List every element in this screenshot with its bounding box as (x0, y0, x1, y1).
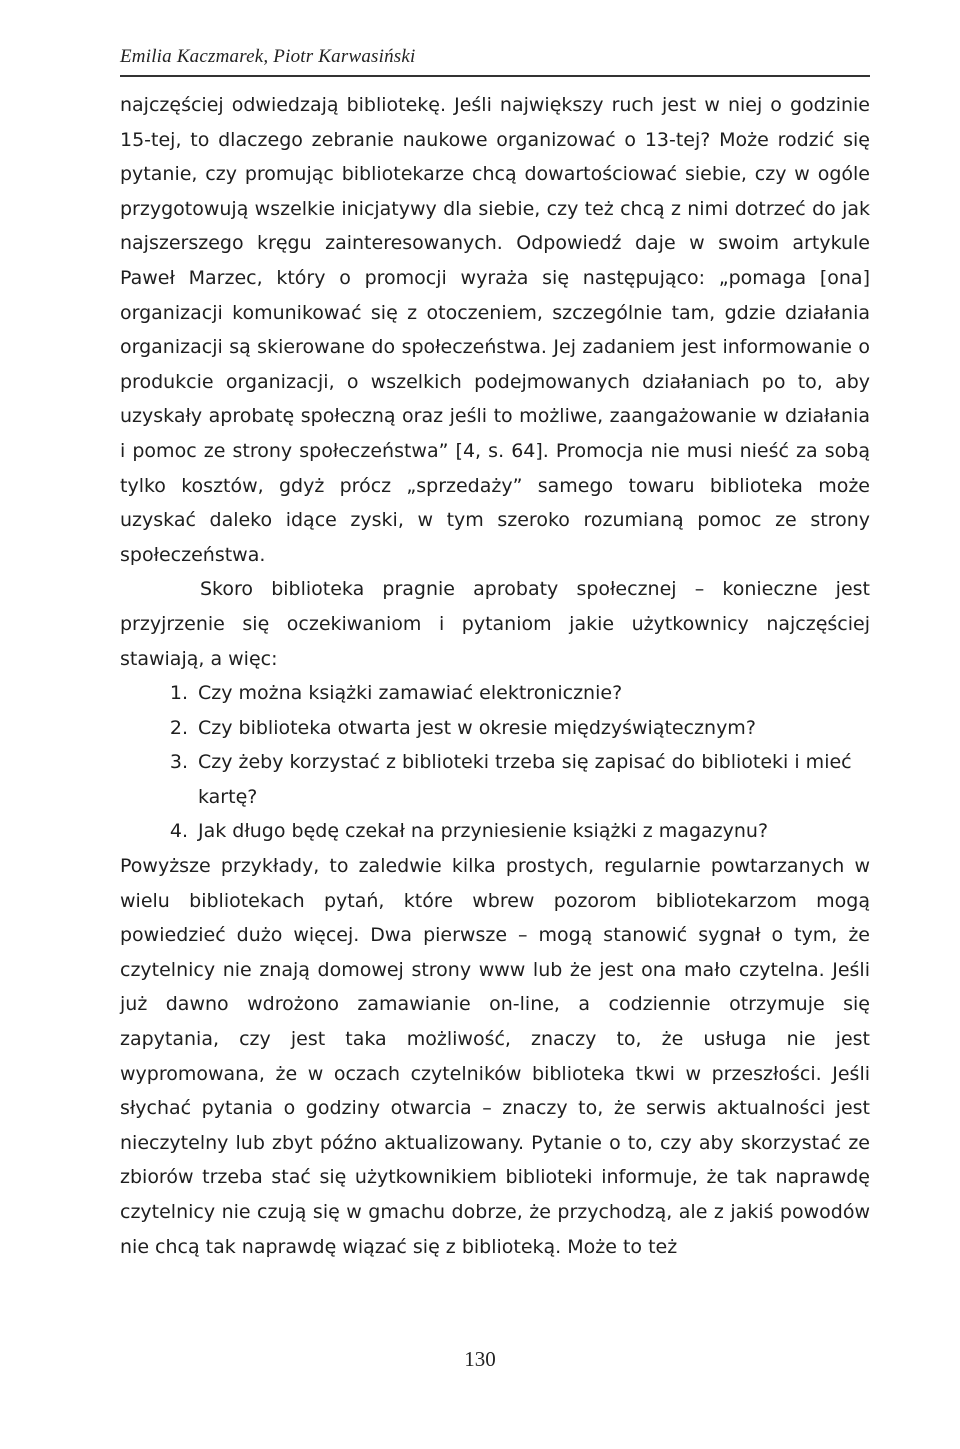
list-item-number: 1. (169, 682, 188, 705)
paragraph: Skoro biblioteka pragnie aprobaty społecznej – konieczne jest przyjrzenie się oczekiwaniom i pytaniom jakie użytkownicy najczęściej stawiają, a więc: (120, 578, 870, 670)
paragraph: Powyższe przykłady, to zaledwie kilka prostych, regularnie powtarzanych w wielu bibliotekach pytań, które wbrew pozorom bibliotekarzom mogą powiedzieć dużo więcej. Dwa pierwsze – mogą stanowić sygnał o tym, że czytelnicy nie znają domowej strony www lub że jest ona mało czytelna. Jeśli już dawno wdrożono zamawianie on-line, a codziennie otrzymuje się zapytania, czy jest taka możliwość, znaczy to, że usługa nie jest wypromowana, że w oczach czytelników biblioteka tkwi w przeszłości. Jeśli słychać pytania o godziny otwarcia – znaczy to, że serwis aktualności jest nieczytelny lub zbyt późno aktualizowany. Pytanie o to, czy aby skorzystać ze zbiorów trzeba stać się użytkownikiem biblioteki informuje, że tak naprawdę czytelnicy nie czują się w gmachu dobrze, że przychodzą, ale z jakiś powodów nie chcą tak naprawdę wiązać się z biblioteką. Może to też (120, 855, 870, 1258)
list-item (120, 711, 870, 746)
list-item (120, 676, 870, 711)
paragraph: najczęściej odwiedzają bibliotekę. Jeśli największy ruch jest w niej o godzinie 15-tej, to dlaczego zebranie naukowe organizować o 13-tej? Może rodzić się pytanie, czy promując bibliotekarze chcą dowartościować siebie, czy w ogóle przygotowują wszelkie inicjatywy dla siebie, czy też chcą z nimi dotrzeć do jak najszerszego kręgu zainteresowanych. Odpowiedź daje w swoim artykule Paweł Marzec, który o promocji wyraża się następująco: „pomaga [ona] organizacji komunikować się z otoczeniem, szczególnie tam, gdzie działania organizacji są skierowane do społeczeństwa. Jej zadaniem jest informowanie o produkcie organizacji, o wszelkich podejmowanych działaniach po to, aby uzyskały aprobatę społeczną oraz jeśli to możliwe, zaangażowanie w działania i pomoc ze strony społeczeństwa” [4, s. 64]. Promocja nie musi nieść za sobą tylko kosztów, gdyż prócz „sprzedaży” samego towaru biblioteka może uzyskać daleko idące zyski, w tym szeroko rozumianą pomoc ze strony społeczeństwa. (120, 94, 870, 566)
page-number: 130 (464, 1347, 496, 1371)
list-item (120, 745, 870, 814)
list-item-text: Czy biblioteka otwarta jest w okresie międzyświątecznym? (198, 716, 756, 739)
list-item-text: Jak długo będę czekał na przyniesienie książki z magazynu? (198, 820, 769, 843)
question-list (120, 676, 870, 849)
body-text (120, 88, 870, 1264)
list-item-text: Czy żeby korzystać z biblioteki trzeba się zapisać do biblioteki i mieć kartę? (198, 751, 852, 808)
list-item-number: 4. (169, 820, 188, 843)
list-item-number: 2. (169, 716, 188, 739)
running-header-authors: Emilia Kaczmarek, Piotr Karwasiński (120, 46, 416, 67)
list-item-number: 3. (169, 751, 188, 774)
list-item (120, 814, 870, 849)
header-divider (120, 75, 870, 77)
list-item-text: Czy można książki zamawiać elektronicznie? (198, 682, 623, 705)
